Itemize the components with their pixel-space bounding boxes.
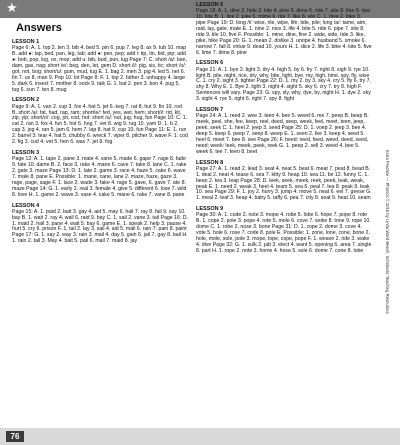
lesson-block (196, 107, 372, 156)
lesson-heading: LESSON 7 (196, 107, 224, 114)
lesson-answers: Page 24: A. 1. reed 2. wee 3. teen 4. bee 5. weed 6. me 7. peep B. beep B. meek, peel, she, fee, keep, reel, deed, seep, week, feel, meet, teen, jeep, peek, seek C. 1. heel 2. jeep 3. seed Page 25: D. 1. voep 2. jeep 3. bee 4. deep 5. keep 6. peep 7. seep 8. weep E. 1. seen 2. fee 3. keep 4. seed 5. heel 6. meet 7. bee 8. see Page 26: F. heed: reed, feed, weed, deed, seed, need; week: leek, meek, peek, reek G. 1. peep 2. sell 3. weed 4. bee 5. week 6. tee 7. teen 8. beet (196, 113, 369, 155)
star-icon: ★ (6, 1, 18, 16)
lesson-heading: LESSON 2 (12, 97, 40, 104)
side-credit (382, 150, 392, 420)
left-column (12, 22, 188, 249)
lesson-answers: Page 9: A. 1. van 2. cup 3. fox 4. hat 5. jet 6. keg 7. rat 8. hut 9. fin 10. rod B. short /a/: fat, had, rap, ram; short/e/: fed, yes, wet, hem; short/i/: rid, kit, zip, yip; short/o/: cog, jot, cod, hot: short /u/: nut, jug, hug, fun Page 10: C. 1. cat 2. ran 3. fox 4. fun 5. hot 6. hog 7. vet 8. wig 9. rug 10. yam D. 1. b 2. cap 3. jog 4. ran 5. jam 6. hem 7. lap 8. hat 9. cup 10. fun Page 11: E. 1. run 2. barrel 3. tear 4. hat 5. chubby 6. wreck 7. viper 8. pitcher 9. wave F. 1. cod 2. fig 3. cud 4. vet 5. hen 6. wax 7. jet 8. fog (12, 103, 188, 146)
lesson-heading: LESSON 1 (12, 39, 40, 45)
page-number: 76 (6, 431, 24, 442)
lesson-block (196, 60, 372, 103)
side-credit-text: Extra Practice — Phonics © 2010 by Linda Ward Beech, Scholastic Teaching Resources (385, 150, 390, 314)
lesson-answers: Page 30: A. 1. code 2. note 3. mope 4. robe 5. lobe 6. hope 7. pope 8. rote B. 1. cope 2. pole 3. pope 4. rote 5. mole 6. cove 7. woke 8. tone 9. rope 10. dome C. 1. robe 2. nose 3. bone Page 31: D. 1. cope 2. dome 3. cove 4. vote 5. hole 6. rose 7. code 8. pole E. Possible: 1. zone, lone, cone, bone 2. hole, mole, sole, pole 3. mope, lope, cope, pope F. 1. weave 2. ride 3. wake 4. dive Page 32: G. 1. sulk 2. jab 3. elect 4. want 5. opening 6. area 7. single 8. part H. 1. rope 2. note 3. home 4. hose 5. sole 6. dome 7. cone 8. lobe (196, 212, 372, 254)
lesson-answers: Page 18: A. 1. dine 2. hide 3. kite 4. pine 5. dime 6. ride 7. site 8. fine 9. ripe 10. bite B. 1. lice 2. pike 5. mime 6. rite 7. like 8. vile C. 1. hive 2. bike 3. pipe Page 19: D. long /i/: wise, rile, wipe, life, tide, pile; long /a/: tame, aim, raid, lay, gate, mate E. 1. nine 2. nice 3. life 4. bite 5. ride 6. pipe 7. site 8. ride 9. tile 10. five F. Possible: 1. mine, dine, fine 2. wide, side, tide 3. like, pike, hike Page 20: G. 1. mean 2. dislike 3. unripe 4. husband 5. smoke 6. narrow 7. fall 8. virtue 9. dead 10. yours H. 1. dice 2. life 3. bike 4. kite 5. five 6. lime 7. dime 8. pine (196, 8, 372, 56)
lesson-answers: Page 27: A. 1. read 2. lead 3. seat 4. neat 5. beat 6. meat 7. peat 8. bead B. 1. deal 2. neat 4. tease 6. sea 7. kitty 9. heap 10. sea 11. be 12. funny C. 1. bean 2. tea 3. leap Page 28: D. leek, seek, meek, reek, peek, leak, weak, peak E. 1. need 2. weak 3. heel 4. team 5. sea 6. peal 7. tea 8. peak 9. leak 10. sea Page 29: F. 1. joy 2. hurry 3. jump 4. move 5. neat 6. eel 7. geese G. 1. meal 2. leaf 3. heap 4. baby 5. taffy 6. pea 7. city 8. seat 9. heat 10. seam (196, 165, 372, 202)
right-column (196, 2, 372, 259)
lesson-block (12, 203, 188, 246)
left-lesson-list (12, 39, 188, 245)
lesson-heading: LESSON 3 (12, 150, 40, 156)
lesson-heading: LESSON 5 (196, 2, 224, 8)
right-lesson-list (196, 2, 372, 255)
lesson-answers: Page 6: A. 1. top 2. ten 3. bib 4. bed 5. pin 6. pup 7. leg 8. ax 9. tub 10. map B. add ●: tap, bed, pan, leg, tab; add ●: pen, pep; add i: tip, tin, bid, pip; add ●: bob, pop, log, ox, mop; add u: bib, bud, pun, lug Page 7: C. short /a/: ban, dam, gas, nag; short /e/: beg, den, let, gem D. short /i/: pig, sis, tic; short /o/: got, not, bog; short/u/: gum, mud, tug E. 1. bag 2. men 3. pig 4. led 5. net 6. fin 7. us 8. man 9. Pop 10. lot Page 8: F. 1. top 2. father 3. unhappy 4. large 5. dark 6. insect 7. mother 8. sock 9. talk G. 1. bat 2. pen 3. bon 4. pug 5. tug 6. sun 7. ten 8. mug (12, 45, 188, 93)
lesson-block (196, 160, 372, 203)
lesson-block (12, 39, 188, 93)
lesson-heading: LESSON 9 (196, 206, 224, 213)
page-title: Answers (16, 22, 62, 34)
lesson-heading: LESSON 4 (12, 202, 40, 209)
lesson-answers: Page 15: A. 1. paid 2. bait 3. gay 4. aid 5. may 6. hail 7. ray 8. fail 9. say 10. bay B. 1. wait 2. ray 4. wail 6. raid 9. bay C. 1. sail 2. vane 3. tail Page 16: D. 1. maid 2. hail 3. pane 4. wait 5. bay 6. game E. 1. speak 2. help 3. pause 4. hurt 5. cry 6. prison F. 1. tail 2. lay 3. sail 4. aid 5. mail 6. rain 7. pain 8. paint Page 17: G. 1. say 2. way 3. rain 3. mail 4. day 5. gain 6. jail 7. gay 8. bail H. 1. rain 2. tail 3. May 4. bait 5. pail 6. mail 7. maid 8. jay (12, 208, 188, 245)
lesson-block (12, 97, 188, 146)
lesson-block (12, 150, 188, 199)
lesson-block (196, 206, 372, 255)
footer-bar (0, 428, 400, 445)
lesson-heading: LESSON 8 (196, 159, 224, 166)
lesson-answers: Page 21: A. 1. bye 2. tight 3. dry 4. high 5. by 6. fry 7. right 8. sigh 9. rye 10. light B. pile, night, rice, dry, why, bite, light, bye, my, high, time, spy, fly, wise C. 1. cry 2. sight 3. tighter Page 22: D. 1. my 2. by 3. sky 4. cry 5. fly 6. try 7. shy 8. Why E. 1. Bye 2. light 3. night 4. sight 5. sky 6. cry 7. try 8. high F. Sentences will vary. Page 23: G. spy, sly, why, dye, by, night H. 1. dye 2. sky 3. sight 4. rye 5. right 6. right 7. spy 8. fight (196, 66, 372, 103)
lesson-answers: Page 12: A. 1. tape 2. pane 3. mate 4. vane 5. made 6. gape 7. rage 8. fade 9. fate 10. dame B. 2. face 3. rake 4. mane 6. cave 7. take 8. lane C. 1. rake 2. gate 3. maze Page 13: D. 1. late 2. game 3. race 4. haze 5. cake 6. wave 7. male 8. pane E. Possible: 1. mane, cane, lane 2. maze, haze, gaze 3. rage, page, sage F. 1. lace 2. wade 3. fake 4. rage 5. gave, 6. gave 7. ate 8. maze Page 14: G. 1. early 2. real 3. female 4. give 5. different 6. lose 7. wild 8. love H. 1. game 2. wave 3. vase 4. cake 5. mane 6. rake 7. vane 8. pane (12, 156, 187, 198)
lesson-heading: LESSON 6 (196, 60, 224, 67)
lesson-block (196, 2, 372, 56)
